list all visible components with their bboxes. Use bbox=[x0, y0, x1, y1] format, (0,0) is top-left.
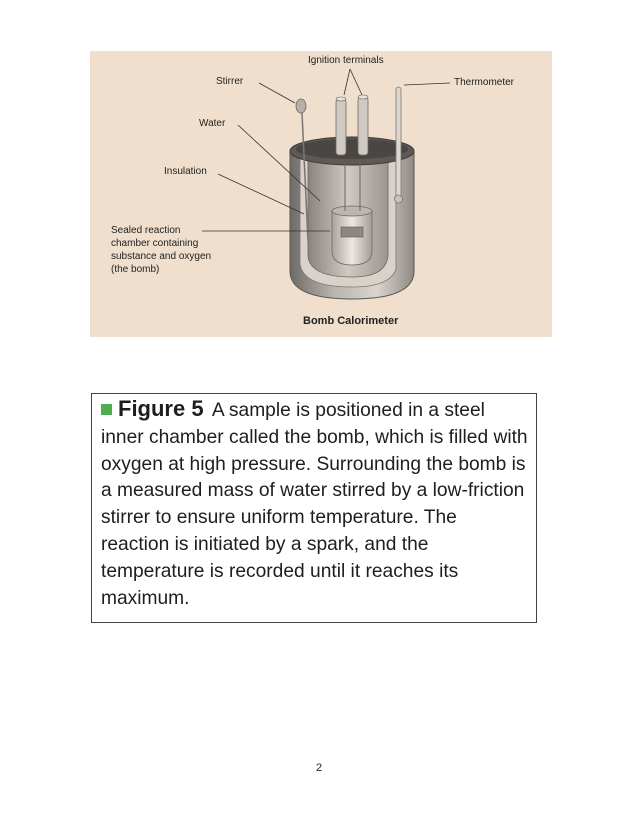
bomb-chamber bbox=[332, 211, 372, 265]
label-insulation: Insulation bbox=[164, 166, 207, 177]
ignition-terminal-left bbox=[336, 99, 346, 155]
sample-cup bbox=[341, 227, 363, 237]
figure-title: Bomb Calorimeter bbox=[303, 315, 399, 327]
label-sealed-line1: Sealed reaction bbox=[111, 225, 181, 236]
label-water: Water bbox=[199, 118, 226, 129]
figure-caption-box bbox=[91, 393, 537, 623]
figure-label: Figure 5 bbox=[118, 396, 204, 421]
caption-text: A sample is positioned in a steel inner chamber called the bomb, which is filled with oxygen at high pressure. Surrounding the bomb is a measured mass of water stirred by a low-friction stirrer to ensure uniform temperature. The reaction is initiated by a spark, and the temperature is recorded until it reaches its maximum. bbox=[101, 400, 528, 609]
label-thermometer: Thermometer bbox=[454, 77, 515, 88]
vessel-lid bbox=[296, 139, 408, 159]
label-ignition-terminals: Ignition terminals bbox=[308, 55, 384, 66]
page-number: 2 bbox=[315, 762, 323, 774]
label-sealed-line4: (the bomb) bbox=[111, 264, 160, 275]
label-stirrer: Stirrer bbox=[216, 76, 244, 87]
green-square-icon bbox=[101, 404, 112, 415]
stirrer-knob bbox=[296, 99, 306, 113]
calorimeter-illustration bbox=[90, 51, 552, 337]
thermometer bbox=[396, 87, 401, 197]
ignition-terminal-right bbox=[358, 97, 368, 155]
figure-caption bbox=[101, 396, 528, 612]
bomb-calorimeter-figure bbox=[90, 51, 552, 337]
label-sealed-line3: substance and oxygen bbox=[111, 251, 212, 262]
label-sealed-line2: chamber containing bbox=[111, 238, 199, 249]
